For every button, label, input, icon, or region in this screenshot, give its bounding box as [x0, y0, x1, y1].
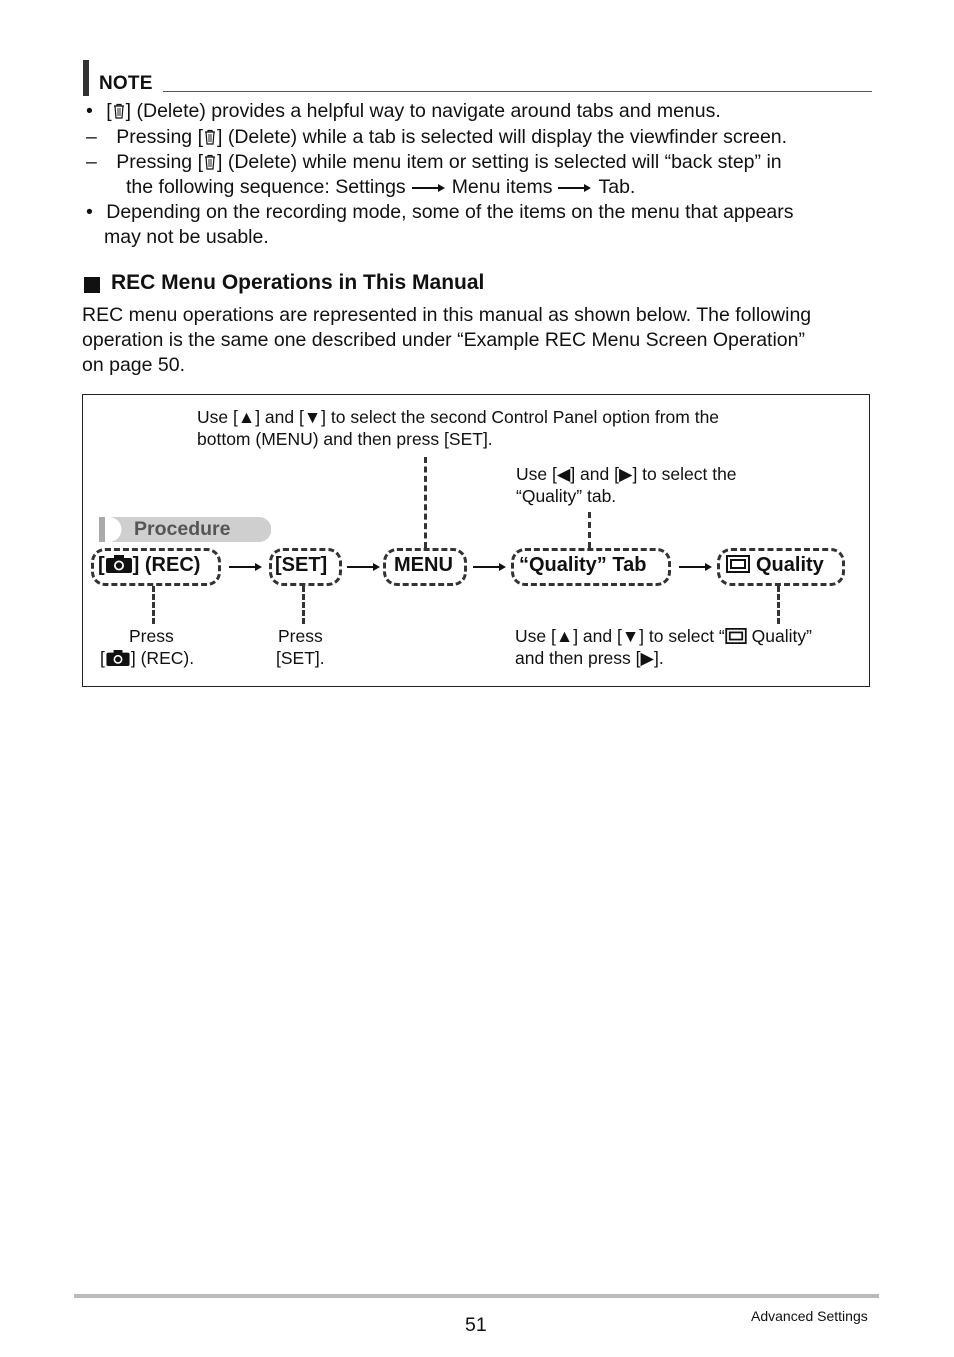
- select-menu-note: [197, 406, 719, 428]
- heading-square-icon: [84, 277, 100, 293]
- arrow-right-icon: [347, 562, 381, 572]
- footer-rule: [74, 1294, 879, 1298]
- note-text: ] and [: [255, 407, 304, 427]
- section-paragraph-line-3: on page 50.: [82, 354, 186, 376]
- image-quality-icon: [726, 555, 750, 573]
- select-quality-note: [515, 625, 812, 647]
- step-quality: [726, 554, 824, 577]
- dash-char: –: [86, 126, 97, 148]
- step-text: Quality: [756, 554, 824, 576]
- dash-char: –: [86, 151, 97, 173]
- step-text: [: [98, 554, 105, 576]
- note-text: ] and [: [570, 464, 619, 484]
- down-triangle-icon: ▼: [621, 626, 640, 646]
- leader-line-menu: [424, 457, 427, 548]
- left-triangle-icon: ◀: [556, 464, 571, 484]
- note-bullet-2: [86, 200, 794, 225]
- sequence-tab: Tab.: [598, 176, 636, 198]
- note-bullet-2-line-2: may not be usable.: [104, 226, 269, 248]
- note-text: Use [: [516, 464, 557, 484]
- dash1-text-pre: Pressing [: [116, 126, 203, 148]
- dash2-text-pre: Pressing [: [116, 151, 203, 173]
- step-quality-tab: “Quality” Tab: [519, 554, 647, 576]
- right-triangle-icon: ▶: [640, 648, 654, 668]
- bullet-char: •: [86, 201, 93, 223]
- procedure-label: Procedure: [134, 518, 231, 540]
- leader-line-set: [302, 586, 305, 624]
- select-quality-note-line-2: [515, 647, 664, 669]
- down-triangle-icon: ▼: [303, 407, 322, 427]
- step-menu: MENU: [394, 554, 453, 576]
- up-triangle-icon: ▲: [237, 407, 256, 427]
- select-menu-note-line-2: bottom (MENU) and then press [SET].: [197, 429, 493, 449]
- sequence-settings: the following sequence: Settings: [126, 176, 406, 198]
- arrow-right-icon: [412, 183, 446, 193]
- trash-icon: [113, 103, 125, 119]
- bullet-char: •: [86, 100, 93, 122]
- arrow-right-icon: [473, 562, 507, 572]
- step-rec: [98, 554, 200, 577]
- section-paragraph-line-1: REC menu operations are represented in this manual as shown below. The following: [82, 304, 812, 326]
- press-set-line-1: Press: [278, 626, 323, 646]
- bullet1-text-post: ] (Delete) provides a helpful way to navigate around tabs and menus.: [125, 100, 721, 122]
- note-text: Use [: [197, 407, 238, 427]
- note-text: ] and [: [573, 626, 622, 646]
- note-text: [: [100, 648, 105, 668]
- arrow-right-icon: [229, 562, 263, 572]
- section-heading: REC Menu Operations in This Manual: [111, 271, 485, 294]
- right-triangle-icon: ▶: [618, 464, 633, 484]
- note-text: ].: [653, 648, 664, 668]
- arrow-right-icon: [679, 562, 713, 572]
- note-dash-1: [86, 125, 787, 150]
- note-dash-2: [86, 150, 782, 175]
- note-text: ] to select the: [632, 464, 737, 484]
- dash2-text-post: ] (Delete) while menu item or setting is selected will “back step” in: [216, 151, 782, 173]
- image-quality-icon: [725, 628, 747, 644]
- step-text: ] (REC): [132, 554, 201, 576]
- note-text: and then press [: [515, 648, 641, 668]
- camera-icon: [106, 555, 132, 573]
- leader-line-quality: [777, 586, 780, 624]
- note-text: ] (REC).: [130, 648, 195, 668]
- note-text: ] to select the second Control Panel option from the: [321, 407, 720, 427]
- note-dash-2-line-2: [126, 175, 635, 200]
- page-number: 51: [465, 1314, 487, 1336]
- bullet1-text-pre: [: [106, 100, 112, 122]
- note-marker-bar: [83, 60, 89, 96]
- press-set-line-2: [SET].: [276, 648, 325, 668]
- footer-section-name: Advanced Settings: [751, 1308, 868, 1324]
- section-paragraph-line-2: operation is the same one described under “Example REC Menu Screen Operation”: [82, 329, 805, 351]
- note-label: NOTE: [99, 73, 153, 94]
- select-quality-tab-note-line-2: “Quality” tab.: [516, 486, 617, 506]
- leader-line-quality-tab: [588, 512, 591, 548]
- bullet2-line1: Depending on the recording mode, some of the items on the menu that appears: [106, 201, 794, 223]
- note-text: Quality”: [746, 626, 812, 646]
- arrow-right-icon: [558, 183, 592, 193]
- press-rec-line-1: Press: [129, 626, 174, 646]
- note-bullet-1: [86, 99, 721, 124]
- step-set: [SET]: [275, 554, 328, 576]
- note-rule: [163, 91, 872, 92]
- note-text: Use [: [515, 626, 556, 646]
- trash-icon: [204, 129, 216, 145]
- select-quality-tab-note: [516, 463, 737, 485]
- note-text: ] to select “: [639, 626, 725, 646]
- camera-icon: [106, 650, 130, 666]
- press-rec-line-2: [100, 647, 194, 669]
- leader-line-rec: [152, 586, 155, 624]
- up-triangle-icon: ▲: [555, 626, 574, 646]
- trash-icon: [204, 154, 216, 170]
- sequence-menu-items: Menu items: [451, 176, 553, 198]
- dash1-text-post: ] (Delete) while a tab is selected will display the viewfinder screen.: [216, 126, 788, 148]
